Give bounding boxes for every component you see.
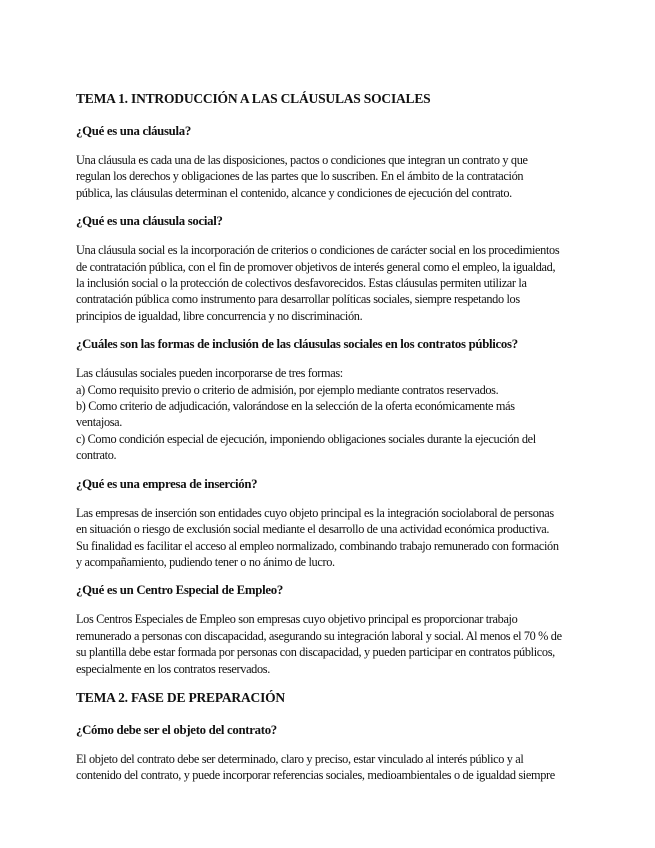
- text-line: remunerado a personas con discapacidad, asegurando su integración laboral y social. Al menos el 70 % de: [76, 628, 562, 643]
- answer-paragraph: [76, 365, 576, 463]
- text-line: Las cláusulas sociales pueden incorporarse de tres formas:: [76, 366, 343, 381]
- text-line: Una cláusula es cada una de las disposiciones, pactos o condiciones que integran un contrato y que: [76, 153, 528, 167]
- text-line: pública, las cláusulas determinan el contenido, alcance y condiciones de ejecución del contrato.: [76, 185, 512, 200]
- answer-paragraph: [76, 751, 576, 784]
- text-line: de contratación pública, con el fin de promover objetivos de interés general como el empleo, la igualdad,: [76, 259, 556, 274]
- text-line: Una cláusula social es la incorporación de criterios o condiciones de carácter social en los procedimientos: [76, 243, 560, 258]
- document-page: [76, 90, 576, 784]
- question-heading: ¿Qué es una cláusula?: [76, 124, 191, 138]
- text-line: su plantilla debe estar formada por personas con discapacidad, y pueden participar en contratos públicos,: [76, 645, 555, 660]
- text-line: Los Centros Especiales de Empleo son empresas cuyo objetivo principal es proporcionar trabajo: [76, 612, 518, 627]
- list-item: a) Como requisito previo o criterio de admisión, por ejemplo mediante contratos reservados.: [76, 382, 499, 397]
- text-line: contratación pública como instrumento para desarrollar políticas sociales, siempre respetando los: [76, 292, 520, 307]
- question-heading: ¿Cuáles son las formas de inclusión de las cláusulas sociales en los contratos públicos?: [76, 337, 518, 352]
- answer-paragraph: [76, 152, 576, 201]
- question-heading: ¿Cómo debe ser el objeto del contrato?: [76, 722, 277, 737]
- answer-paragraph: [76, 242, 576, 324]
- question-heading: ¿Qué es una empresa de inserción?: [76, 476, 258, 491]
- question-heading: ¿Qué es una cláusula social?: [76, 214, 223, 229]
- question-heading: ¿Qué es un Centro Especial de Empleo?: [76, 583, 283, 598]
- list-item: b) Como criterio de adjudicación, valorándose en la selección de la oferta económicamente más: [76, 399, 515, 414]
- text-line: regulan los derechos y obligaciones de las partes que lo suscriben. En el ámbito de la contratación: [76, 169, 524, 184]
- text-line: ventajosa.: [76, 415, 123, 430]
- section-title: TEMA 2. FASE DE PREPARACIÓN: [76, 689, 285, 705]
- answer-paragraph: [76, 611, 576, 677]
- list-item: c) Como condición especial de ejecución, imponiendo obligaciones sociales durante la ejecución del: [76, 431, 536, 446]
- answer-paragraph: [76, 505, 576, 571]
- text-line: principios de igualdad, libre concurrencia y no discriminación.: [76, 308, 363, 323]
- text-line: y acompañamiento, pudiendo tener o no ánimo de lucro.: [76, 554, 335, 569]
- text-line: especialmente en los contratos reservados.: [76, 661, 270, 676]
- text-line: contrato.: [76, 448, 117, 463]
- text-line: Su finalidad es facilitar el acceso al empleo normalizado, combinando trabajo remunerado con formación: [76, 538, 559, 553]
- text-line: en situación o riesgo de exclusión social mediante el desarrollo de una actividad económica productiva.: [76, 522, 550, 537]
- text-line: El objeto del contrato debe ser determinado, claro y preciso, estar vinculado al interés público y al: [76, 751, 524, 766]
- text-line: Las empresas de inserción son entidades cuyo objeto principal es la integración sociolaboral de personas: [76, 505, 554, 520]
- section-title: TEMA 1. INTRODUCCIÓN A LAS CLÁUSULAS SOCIALES: [76, 91, 431, 106]
- text-line: contenido del contrato, y puede incorporar referencias sociales, medioambientales o de igualdad siempre: [76, 768, 555, 783]
- text-line: la inclusión social o la protección de colectivos desfavorecidos. Estas cláusulas permiten utilizar la: [76, 276, 527, 291]
